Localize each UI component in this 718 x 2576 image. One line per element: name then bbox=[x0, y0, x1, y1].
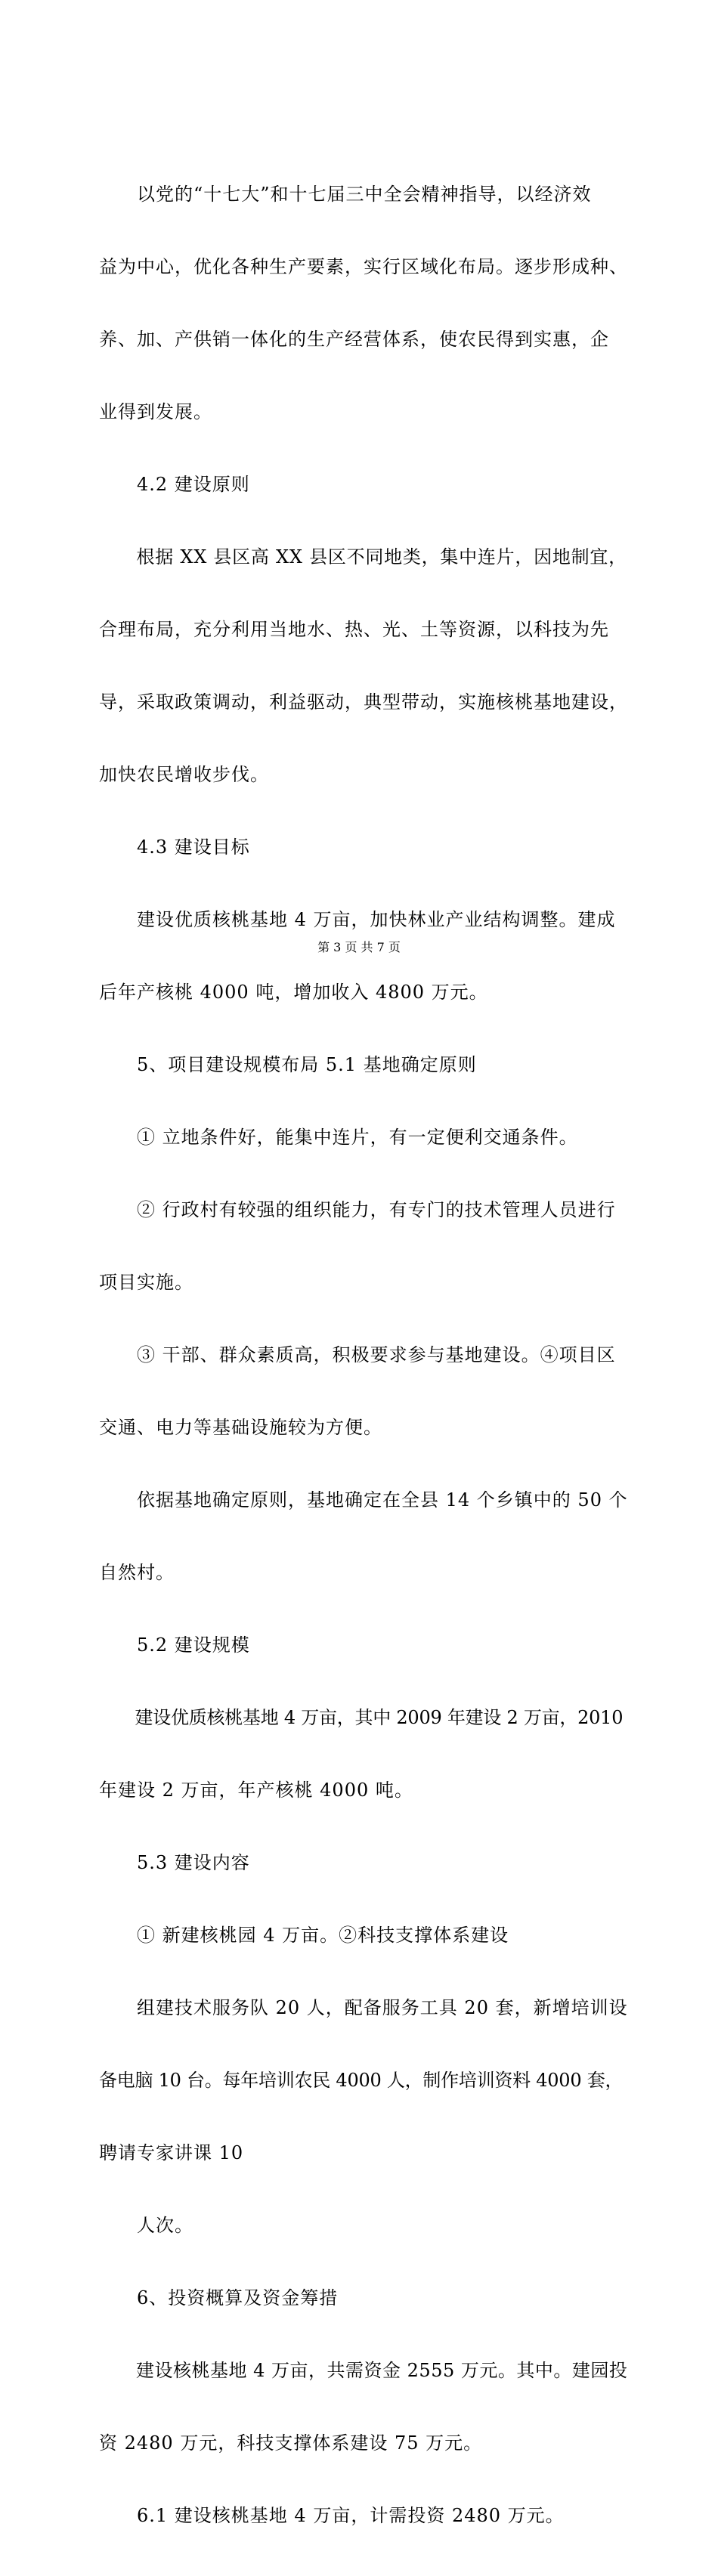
text-line: 人次。 bbox=[99, 2215, 193, 2236]
text-line: 交通、电力等基础设施较为方便。 bbox=[99, 1417, 382, 1438]
list-item: ① 立地条件好，能集中连片，有一定便利交通条件。 bbox=[99, 1127, 578, 1148]
text-line: 以党的“十七大”和十七届三中全会精神指导，以经济效 bbox=[99, 184, 592, 205]
text-line: 根据 XX 县区高 XX 县区不同地类，集中连片，因地制宜， bbox=[99, 546, 627, 567]
text-line: 建设优质核桃基地 4 万亩，加快林业产业结构调整。建成 bbox=[99, 909, 616, 930]
text-line: 项目实施。 bbox=[99, 1272, 193, 1293]
list-item: ② 行政村有较强的组织能力，有专门的技术管理人员进行 bbox=[99, 1199, 616, 1220]
text-line: 益为中心，优化各种生产要素，实行区域化布局。逐步形成种、 bbox=[99, 256, 628, 277]
section-heading: 5.3 建设内容 bbox=[99, 1852, 250, 1873]
text-line: 自然村。 bbox=[99, 1562, 175, 1583]
body-text bbox=[99, 134, 628, 2576]
section-heading: 5、项目建设规模布局 5.1 基地确定原则 bbox=[99, 1054, 477, 1075]
text-line: 业得到发展。 bbox=[99, 401, 212, 422]
list-item: ① 新建核桃园 4 万亩。②科技支撑体系建设 bbox=[99, 1925, 509, 1946]
text-line: 后年产核桃 4000 吨，增加收入 4800 万元。 bbox=[99, 982, 488, 1003]
section-heading: 5.2 建设规模 bbox=[99, 1634, 250, 1656]
text-line: 组建技术服务队 20 人，配备服务工具 20 套，新增培训设 bbox=[99, 1997, 628, 2018]
page-footer: 第 3 页 共 7 页 bbox=[317, 940, 401, 954]
text-line: 资 2480 万元，科技支撑体系建设 75 万元。 bbox=[99, 2432, 483, 2454]
text-line: 合理布局，充分利用当地水、热、光、土等资源，以科技为先 bbox=[99, 619, 609, 640]
text-line: 6.1 建设核桃基地 4 万亩，计需投资 2480 万元。 bbox=[99, 2505, 565, 2526]
text-line: 加快农民增收步伐。 bbox=[99, 764, 269, 785]
text-line: 依据基地确定原则，基地确定在全县 14 个乡镇中的 50 个 bbox=[99, 1489, 628, 1511]
text-line: 导，采取政策调动，利益驱动，典型带动，实施核桃基地建设， bbox=[99, 691, 628, 713]
text-line: 备电脑 10 台。每年培训农民 4000 人，制作培训资料 4000 套， bbox=[99, 2070, 624, 2091]
section-heading: 6、投资概算及资金筹措 bbox=[99, 2287, 339, 2309]
text-line: 建设核桃基地 4 万亩，共需资金 2555 万元。其中。建园投 bbox=[99, 2360, 628, 2381]
text-line: 聘请专家讲课 10 bbox=[99, 2142, 244, 2163]
text-line: 养、加、产供销一体化的生产经营体系，使农民得到实惠，企 bbox=[99, 329, 609, 350]
text-line: 建设优质核桃基地 4 万亩，其中 2009 年建设 2 万亩，2010 bbox=[99, 1707, 624, 1728]
text-line: 年建设 2 万亩，年产核桃 4000 吨。 bbox=[99, 1780, 413, 1801]
list-item: ③ 干部、群众素质高，积极要求参与基地建设。④项目区 bbox=[99, 1344, 616, 1365]
section-heading: 4.2 建设原则 bbox=[99, 474, 250, 495]
section-heading: 4.3 建设目标 bbox=[99, 837, 250, 858]
